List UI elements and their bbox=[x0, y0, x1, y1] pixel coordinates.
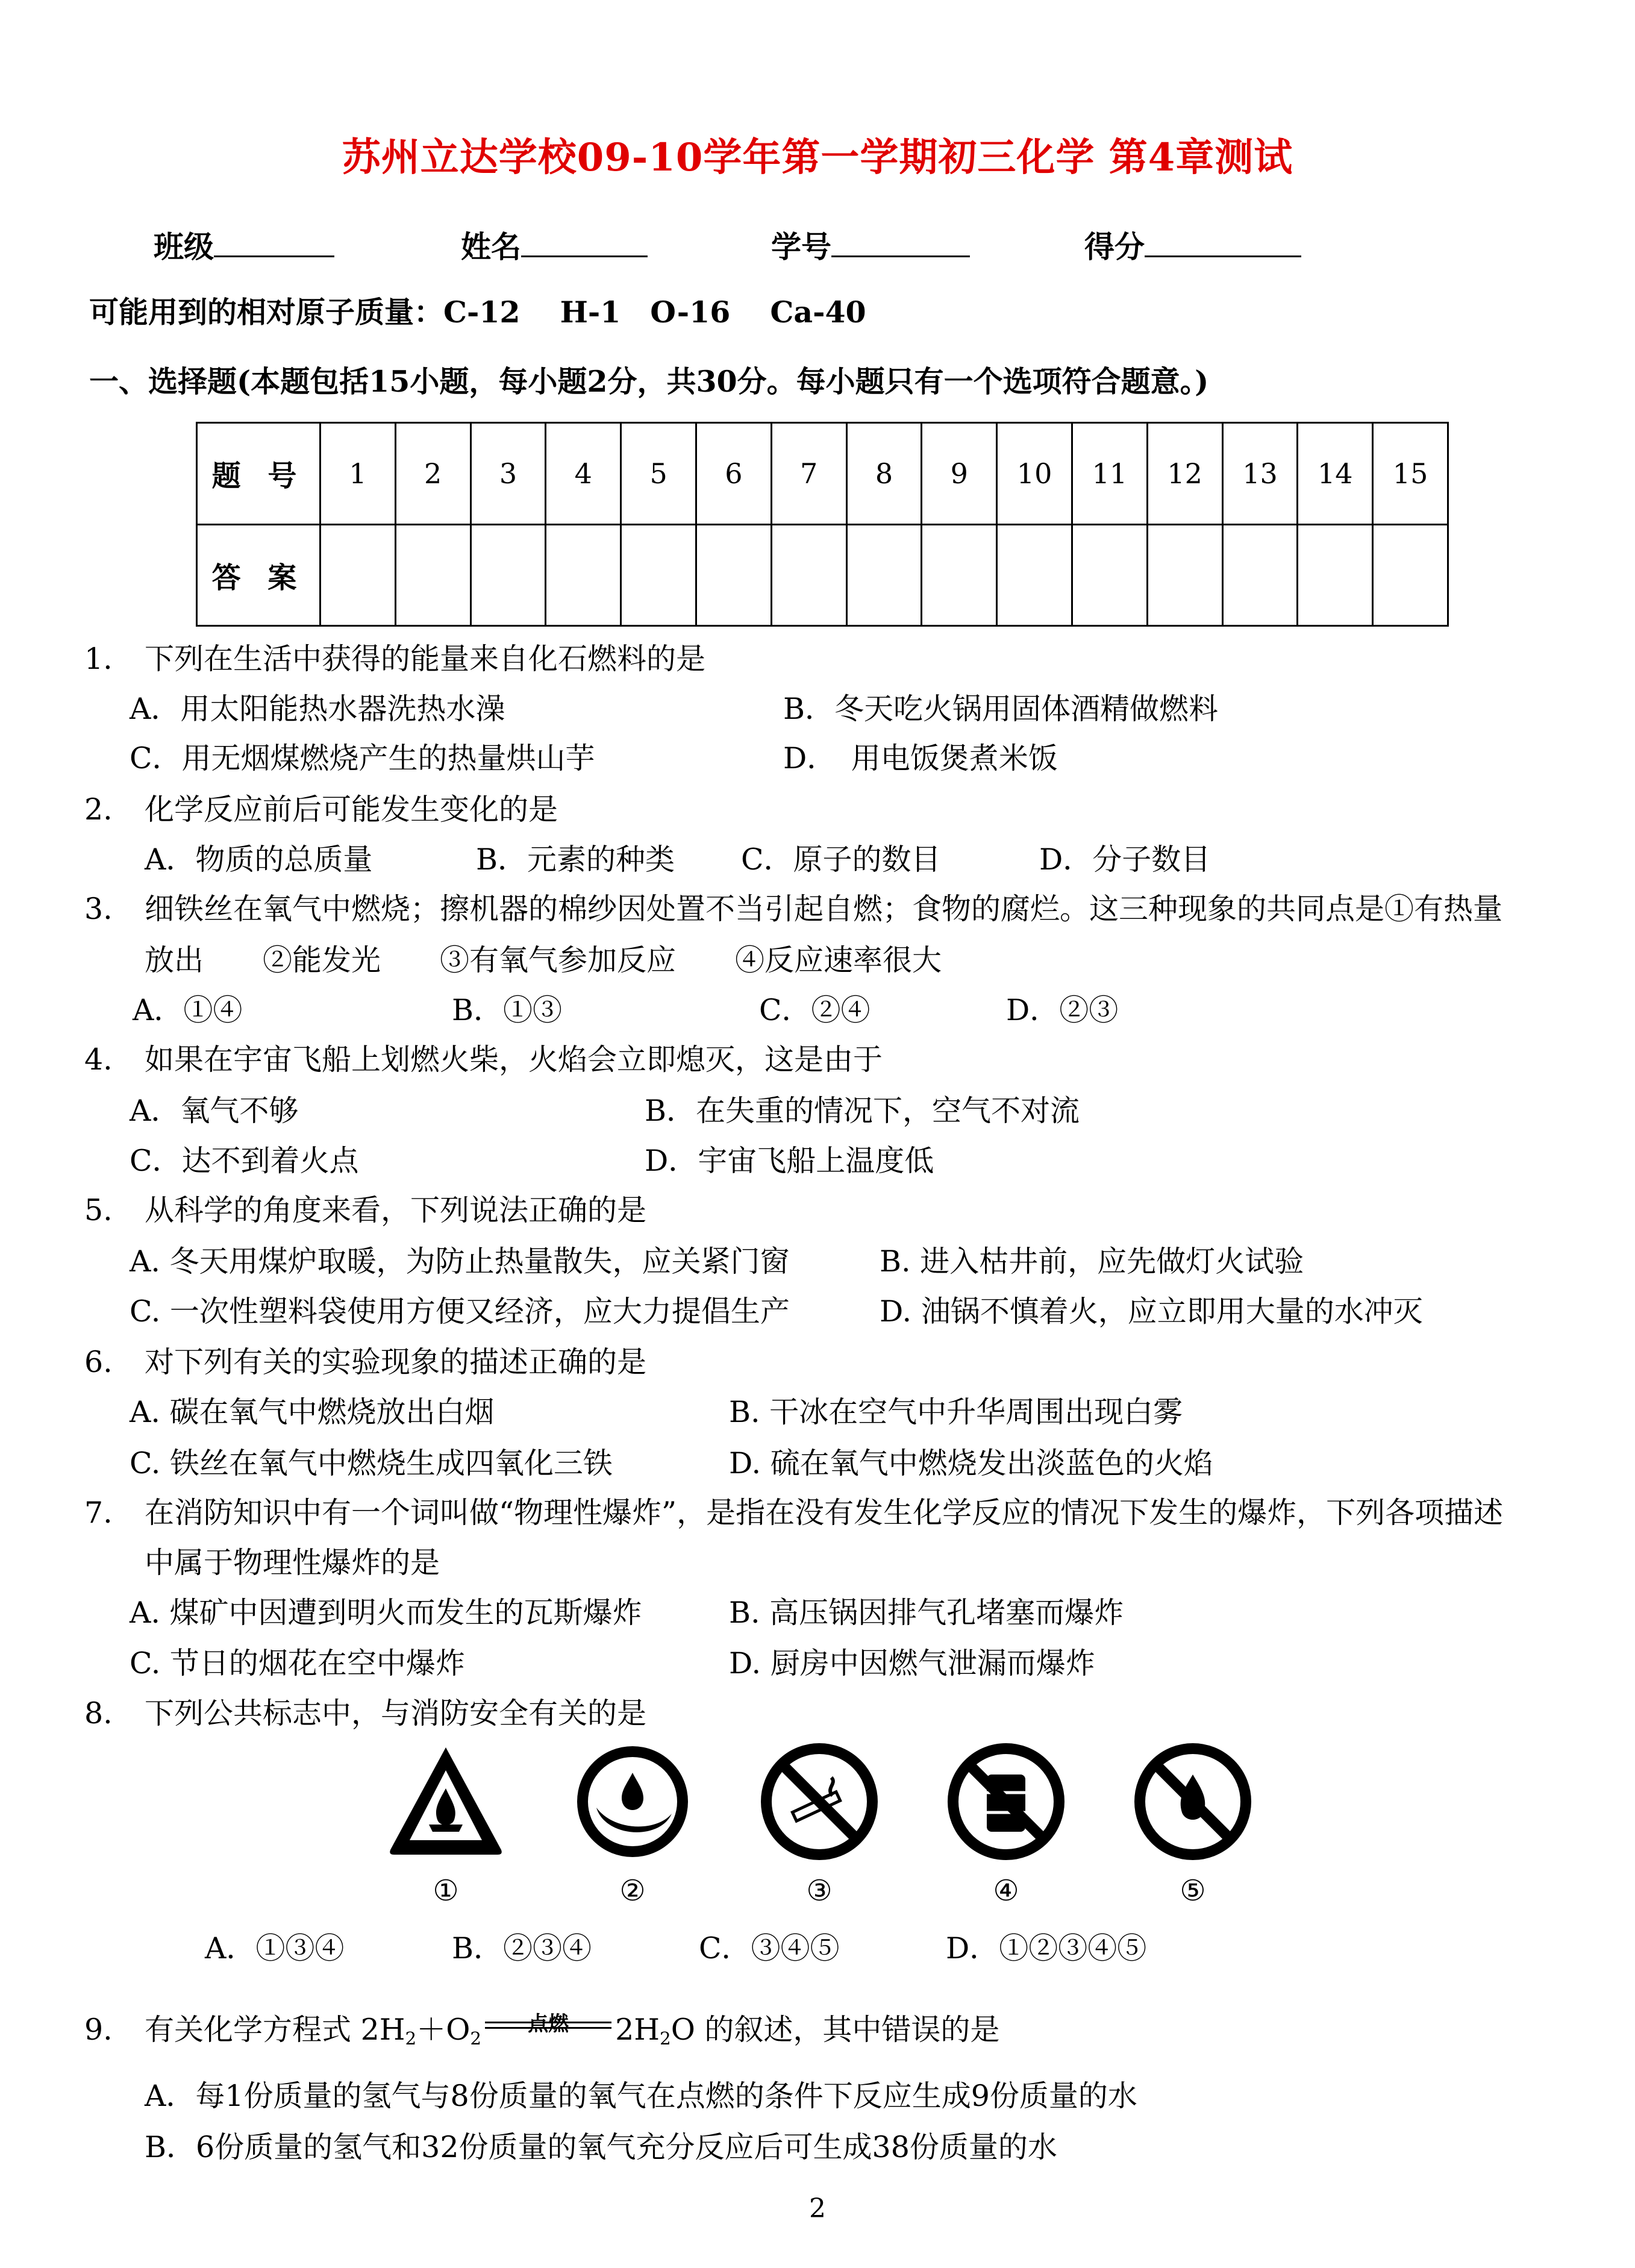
question-number-cell: 1 bbox=[320, 423, 396, 525]
option-c[interactable]: C．②④ bbox=[759, 993, 871, 1027]
question-number-cell: 10 bbox=[997, 423, 1072, 525]
answer-cell[interactable] bbox=[621, 524, 696, 626]
fire-safety-sign-icon bbox=[572, 1741, 693, 1862]
option-c[interactable]: C. 节日的烟花在空中爆炸 bbox=[130, 1646, 465, 1681]
question-number-cell: 13 bbox=[1222, 423, 1298, 525]
option-c[interactable]: C．用无烟煤燃烧产生的热量烘山芋 bbox=[130, 741, 595, 775]
question-number: 5. bbox=[84, 1193, 113, 1227]
answer-cell[interactable] bbox=[771, 524, 846, 626]
sign-label-3: ③ bbox=[806, 1874, 833, 1908]
subscript: 2 bbox=[659, 2028, 671, 2049]
answer-cell[interactable] bbox=[395, 524, 470, 626]
option-c[interactable]: C．③④⑤ bbox=[699, 1931, 840, 1966]
answer-cell[interactable] bbox=[470, 524, 546, 626]
question-number: 8. bbox=[84, 1696, 113, 1731]
subscript: 2 bbox=[405, 2028, 417, 2049]
option-a[interactable]: A．①④ bbox=[133, 993, 243, 1027]
question-number-cell: 9 bbox=[922, 423, 997, 525]
question-number: 9. bbox=[84, 2013, 113, 2047]
option-b[interactable]: B．6份质量的氢气和32份质量的氧气充分反应后可生成38份质量的水 bbox=[145, 2130, 1057, 2164]
answer-cell[interactable] bbox=[320, 524, 396, 626]
option-a[interactable]: A．每1份质量的氢气与8份质量的氧气在点燃的条件下反应生成9份质量的水 bbox=[145, 2079, 1137, 2113]
option-a[interactable]: A．物质的总质量 bbox=[145, 842, 373, 877]
equation-product: 2H bbox=[615, 2013, 660, 2047]
question-stem: 在消防知识中有一个词叫做“物理性爆炸”，是指在没有发生化学反应的情况下发生的爆炸，下列各项描述 bbox=[145, 1496, 1504, 1530]
option-d[interactable]: D．宇宙飞船上温度低 bbox=[645, 1144, 934, 1178]
option-c[interactable]: C. 一次性塑料袋使用方便又经济，应大力提倡生产 bbox=[130, 1294, 790, 1329]
answer-cell[interactable] bbox=[1072, 524, 1147, 626]
option-b[interactable]: B．②③④ bbox=[452, 1931, 592, 1966]
question-5 bbox=[84, 1187, 646, 1229]
question-stem: 下列在生活中获得的能量来自化石燃料的是 bbox=[145, 642, 706, 676]
option-d[interactable]: D. 硫在氧气中燃烧发出淡蓝色的火焰 bbox=[729, 1446, 1213, 1480]
option-a[interactable]: A．①③④ bbox=[205, 1931, 345, 1966]
score-field[interactable] bbox=[1084, 223, 1301, 266]
answer-table-number-row bbox=[197, 423, 1448, 525]
equals-bars bbox=[485, 2022, 611, 2029]
question-number: 6. bbox=[84, 1345, 113, 1379]
answer-cell[interactable] bbox=[1222, 524, 1298, 626]
answer-cell[interactable] bbox=[1298, 524, 1373, 626]
question-3 bbox=[84, 886, 1502, 928]
option-b[interactable]: B. 干冰在空气中升华周围出现白雾 bbox=[729, 1395, 1183, 1429]
option-a[interactable]: A．氧气不够 bbox=[130, 1094, 299, 1128]
no-open-flame-sign-icon bbox=[1133, 1741, 1253, 1862]
option-b[interactable]: B．冬天吃火锅用固体酒精做燃料 bbox=[783, 692, 1219, 726]
option-b[interactable]: B．在失重的情况下，空气不对流 bbox=[645, 1094, 1080, 1128]
option-c[interactable]: C．达不到着火点 bbox=[130, 1144, 359, 1178]
answer-cell[interactable] bbox=[1147, 524, 1222, 626]
question-stem: 如果在宇宙飞船上划燃火柴，火焰会立即熄灭，这是由于 bbox=[145, 1042, 883, 1077]
question-number-cell: 15 bbox=[1373, 423, 1448, 525]
equation-reactant-h2: 有关化学方程式 2H bbox=[145, 2013, 405, 2047]
reaction-condition bbox=[485, 2012, 611, 2040]
option-b[interactable]: B. 进入枯井前，应先做灯火试验 bbox=[880, 1244, 1304, 1279]
equation-reactant-o2: ＋O bbox=[416, 2013, 470, 2047]
option-a[interactable]: A. 碳在氧气中燃烧放出白烟 bbox=[130, 1395, 495, 1429]
sign-label-1: ① bbox=[433, 1874, 459, 1908]
question-1 bbox=[84, 636, 705, 678]
question-number-cell: 14 bbox=[1298, 423, 1373, 525]
question-number-cell: 6 bbox=[696, 423, 771, 525]
question-2 bbox=[84, 786, 558, 829]
answer-table-answer-row bbox=[197, 524, 1448, 626]
name-field[interactable] bbox=[461, 223, 648, 266]
answer-cell[interactable] bbox=[997, 524, 1072, 626]
sign-label-2: ② bbox=[619, 1874, 646, 1908]
option-a[interactable]: A. 煤矿中因遭到明火而发生的瓦斯爆炸 bbox=[130, 1596, 642, 1630]
question-7 bbox=[84, 1490, 1503, 1532]
question-number-cell: 4 bbox=[546, 423, 621, 525]
option-b[interactable]: B．元素的种类 bbox=[476, 842, 675, 877]
no-smoking-sign-icon bbox=[759, 1741, 880, 1862]
answer-cell[interactable] bbox=[696, 524, 771, 626]
question-stem: 细铁丝在氧气中燃烧；擦机器的棉纱因处置不当引起自燃；食物的腐烂。这三种现象的共同点是①有热量 bbox=[145, 892, 1503, 926]
option-c[interactable]: C. 铁丝在氧气中燃烧生成四氧化三铁 bbox=[130, 1446, 613, 1480]
option-a[interactable]: A. 冬天用煤炉取暖，为防止热量散失，应关紧门窗 bbox=[130, 1244, 790, 1279]
class-label: 班级 bbox=[154, 229, 214, 265]
answer-cell[interactable] bbox=[922, 524, 997, 626]
option-d[interactable]: D. 油锅不慎着火，应立即用大量的水冲灭 bbox=[880, 1294, 1423, 1329]
question-number-cell: 12 bbox=[1147, 423, 1222, 525]
question-stem: 化学反应前后可能发生变化的是 bbox=[145, 792, 558, 827]
question-number-cell: 8 bbox=[846, 423, 922, 525]
option-b[interactable]: B. 高压锅因排气孔堵塞而爆炸 bbox=[729, 1596, 1124, 1630]
row-label: 答 案 bbox=[197, 524, 320, 626]
option-a[interactable]: A．用太阳能热水器洗热水澡 bbox=[130, 692, 505, 726]
score-label: 得分 bbox=[1084, 229, 1145, 265]
answer-table bbox=[196, 422, 1449, 627]
question-stem-continued: 放出 ②能发光 ③有氧气参加反应 ④反应速率很大 bbox=[145, 943, 942, 977]
row-label: 题 号 bbox=[197, 423, 320, 525]
question-stem: 对下列有关的实验现象的描述正确的是 bbox=[145, 1345, 647, 1379]
question-number-cell: 2 bbox=[395, 423, 470, 525]
option-d[interactable]: D． 用电饭煲煮米饭 bbox=[783, 741, 1058, 775]
condition-text: 点燃 bbox=[528, 2012, 569, 2036]
question-8 bbox=[84, 1690, 646, 1732]
option-b[interactable]: B．①③ bbox=[452, 993, 563, 1027]
option-c[interactable]: C．原子的数目 bbox=[741, 842, 941, 877]
subscript: 2 bbox=[470, 2028, 482, 2049]
page-number: 2 bbox=[809, 2193, 826, 2224]
option-d[interactable]: D．①②③④⑤ bbox=[946, 1931, 1147, 1966]
answer-cell[interactable] bbox=[1373, 524, 1448, 626]
student-id-label: 学号 bbox=[771, 229, 831, 265]
atomic-mass-note: 可能用到的相对原子质量：C-12 H-1 O-16 Ca-40 bbox=[89, 295, 866, 330]
question-number: 7. bbox=[84, 1496, 113, 1530]
flammable-warning-sign-icon bbox=[386, 1741, 506, 1862]
question-number: 2. bbox=[84, 792, 113, 827]
name-label: 姓名 bbox=[461, 229, 521, 265]
question-stem: 从科学的角度来看，下列说法正确的是 bbox=[145, 1193, 647, 1227]
option-d[interactable]: D. 厨房中因燃气泄漏而爆炸 bbox=[729, 1646, 1095, 1681]
question-number: 4. bbox=[84, 1042, 113, 1077]
question-number: 1. bbox=[84, 642, 113, 676]
option-d[interactable]: D．②③ bbox=[1006, 993, 1119, 1027]
answer-cell[interactable] bbox=[546, 524, 621, 626]
option-d[interactable]: D．分子数目 bbox=[1039, 842, 1211, 877]
no-fuel-storage-sign-icon bbox=[946, 1741, 1066, 1862]
question-number: 3. bbox=[84, 892, 113, 926]
student-id-field[interactable] bbox=[771, 223, 970, 266]
question-number-cell: 7 bbox=[771, 423, 846, 525]
question-number-cell: 5 bbox=[621, 423, 696, 525]
sign-label-4: ④ bbox=[993, 1874, 1019, 1908]
sign-label-5: ⑤ bbox=[1180, 1874, 1206, 1908]
question-stem: O 的叙述，其中错误的是 bbox=[671, 2013, 1000, 2047]
question-4 bbox=[84, 1036, 883, 1079]
question-number-cell: 11 bbox=[1072, 423, 1147, 525]
answer-cell[interactable] bbox=[846, 524, 922, 626]
question-9 bbox=[84, 2006, 999, 2049]
section-heading: 一、选择题(本题包括15小题，每小题2分，共30分。每小题只有一个选项符合题意。) bbox=[89, 364, 1209, 399]
question-stem-continued: 中属于物理性爆炸的是 bbox=[145, 1546, 440, 1580]
class-field[interactable] bbox=[154, 223, 334, 266]
page-title: 苏州立达学校09-10学年第一学期初三化学 第4章测试 bbox=[342, 135, 1293, 180]
question-number-cell: 3 bbox=[470, 423, 546, 525]
question-stem: 下列公共标志中，与消防安全有关的是 bbox=[145, 1696, 647, 1731]
question-6 bbox=[84, 1339, 646, 1381]
